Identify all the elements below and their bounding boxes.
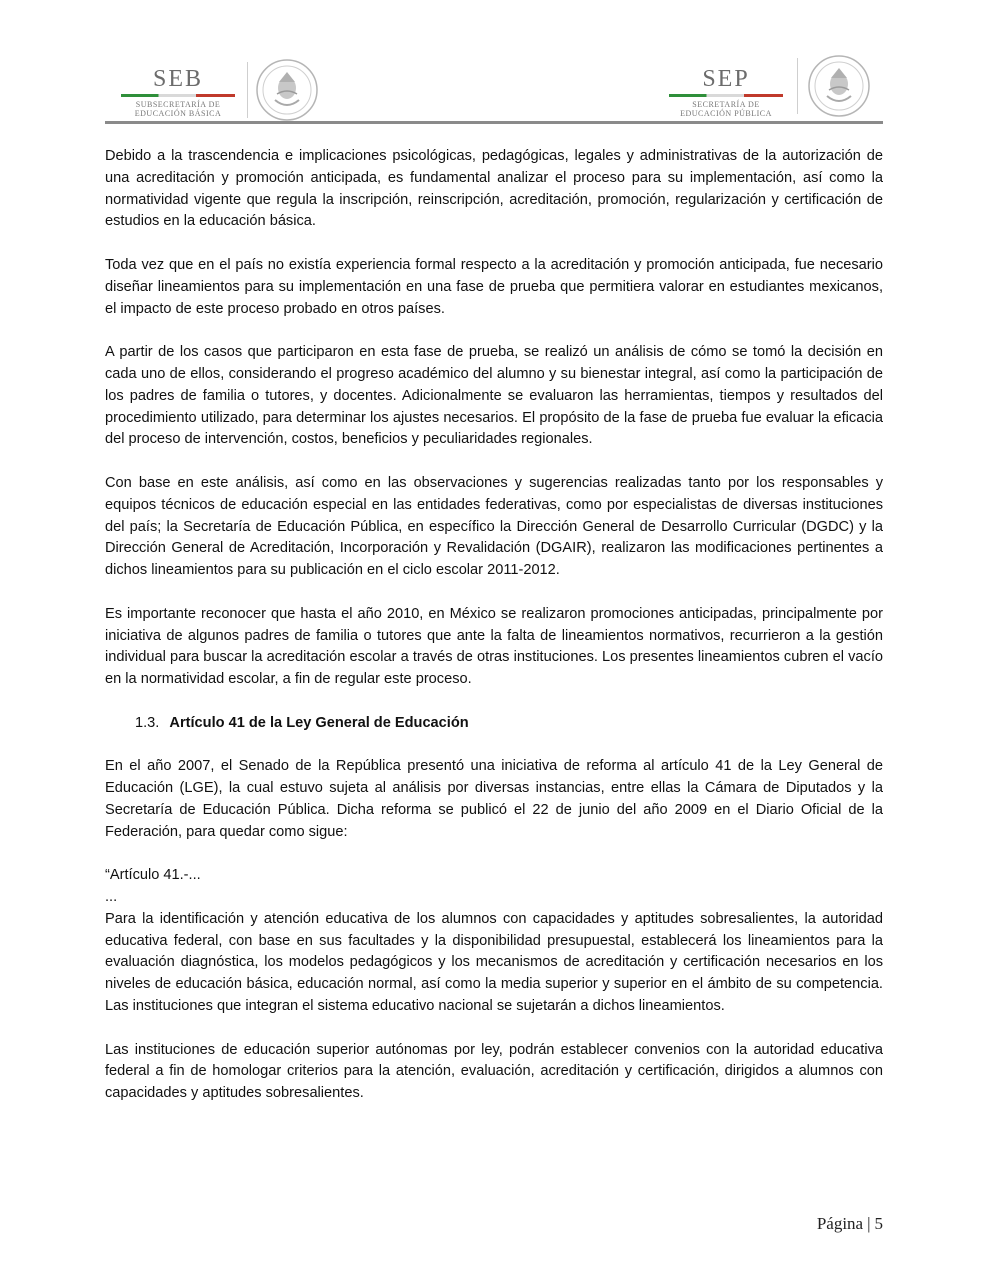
paragraph: Toda vez que en el país no existía experiencia formal respecto a la acreditación y promoción anticipada, fue necesario diseñar lineamientos para su implementación en una fase de prueba que permitiera valorar en estudiantes mexicanos, el impacto de este proceso probado en otros países. — [105, 256, 883, 317]
seb-logo — [113, 66, 243, 126]
quote-paragraph: Para la identificación y atención educativa de los alumnos con capacidades y aptitudes sobresalientes, la autoridad educativa federal, con base en sus facultades y la disponibilidad presupuestal, establecerá los lineamientos para la evaluación diagnóstica, los modelos pedagógicos y los mecanismos de acreditación y certificación necesarios en los niveles de educación básica, educación normal, así como la media superior y superior en el ámbito de su competencia. Las instituciones que integran el sistema educativo nacional se sujetarán a dichos lineamientos. — [105, 910, 883, 1015]
quote-ellipsis: ... — [105, 889, 118, 906]
sep-acronym: SEP — [702, 66, 750, 92]
quote-opening: “Artículo 41.-... — [105, 867, 201, 884]
seb-subtitle-line2: EDUCACIÓN BÁSICA — [134, 109, 222, 118]
quote-paragraph: Las instituciones de educación superior autónomas por ley, podrán establecer convenios con la autoridad educativa federal a fin de homologar criterios para la atención, evaluación, acreditación y certificación, dirigidos a alumnos con capacidades y aptitudes sobresalientes. — [105, 1041, 883, 1102]
page-number: 5 — [874, 1214, 883, 1233]
mexico-coat-of-arms-icon — [807, 54, 871, 118]
document-body — [105, 146, 883, 1127]
section-title: Artículo 41 de la Ley General de Educación — [169, 714, 469, 731]
paragraph: Con base en este análisis, así como en las observaciones y sugerencias realizadas tanto por los responsables y equipos técnicos de educación especial en las entidades federativas, como por especialistas de diversas instituciones del país; la Secretaría de Educación Pública, en específico la Dirección General de Desarrollo Curricular (DGDC) y la Dirección General de Acreditación, Incorporación y Revalidación (DGAIR), realizaron las modificaciones pertinentes a dichos lineamientos para su publicación en el ciclo escolar 2011-2012. — [105, 474, 883, 579]
paragraph: A partir de los casos que participaron en esta fase de prueba, se realizó un análisis de cómo se tomó la decisión en cada uno de ellos, considerando el progreso académico del alumno y su bienestar integral, así como la participación de los padres de familia o tutores, y docentes. Adicionalmente se evaluaron las herramientas, tiempos y resultados del procedimiento utilizado, para determinar los ajustes necesarios. El propósito de la fase de prueba fue evaluar la eficacia del proceso de intervención, costos, beneficios y peculiaridades regionales. — [105, 344, 883, 448]
section-heading — [135, 713, 883, 735]
tricolor-bar — [121, 94, 235, 97]
page-separator: | — [867, 1214, 871, 1233]
logo-divider — [797, 58, 798, 114]
page-header — [105, 52, 883, 126]
seb-subtitle-line1: SUBSECRETARÍA DE — [135, 100, 221, 109]
section-number: 1.3. — [135, 714, 160, 731]
tricolor-bar — [669, 94, 783, 97]
logo-divider — [247, 62, 248, 118]
paragraph: En el año 2007, el Senado de la República presentó una iniciativa de reforma al artículo 41 de la Ley General de Educación (LGE), la cual estuvo sujeta al análisis por diversas instancias, entre ellas la Cámara de Diputados y la Secretaría de Educación Pública. Dicha reforma se publicó el 22 de junio del año 2009 en el Diario Oficial de la Federación, para quedar como sigue: — [105, 758, 883, 840]
header-rule — [105, 121, 883, 124]
paragraph: Es importante reconocer que hasta el año 2010, en México se realizaron promociones anticipadas, principalmente por iniciativa de algunos padres de familia o tutores que ante la falta de lineamientos normativos, recurrieron a la gestión individual para buscar la acreditación escolar a través de otras instituciones. Los presentes lineamientos cubren el vacío en la normatividad escolar, a fin de regular este proceso. — [105, 605, 883, 688]
page-label: Página — [816, 1214, 864, 1233]
sep-subtitle-line1: SECRETARÍA DE — [692, 100, 760, 109]
mexico-coat-of-arms-icon — [255, 58, 319, 122]
sep-logo — [661, 66, 791, 126]
seb-acronym: SEB — [152, 66, 203, 92]
paragraph: Debido a la trascendencia e implicaciones psicológicas, pedagógicas, legales y administrativas de la autorización de una acreditación y promoción anticipada, es fundamental analizar el proceso para su implementación, así como la normatividad vigente que regula la inscripción, reinscripción, acreditación, promoción, regularización y certificación de estudios en la educación básica. — [105, 148, 883, 230]
sep-subtitle-line2: EDUCACIÓN PÚBLICA — [680, 109, 772, 118]
page-footer — [817, 1214, 883, 1234]
